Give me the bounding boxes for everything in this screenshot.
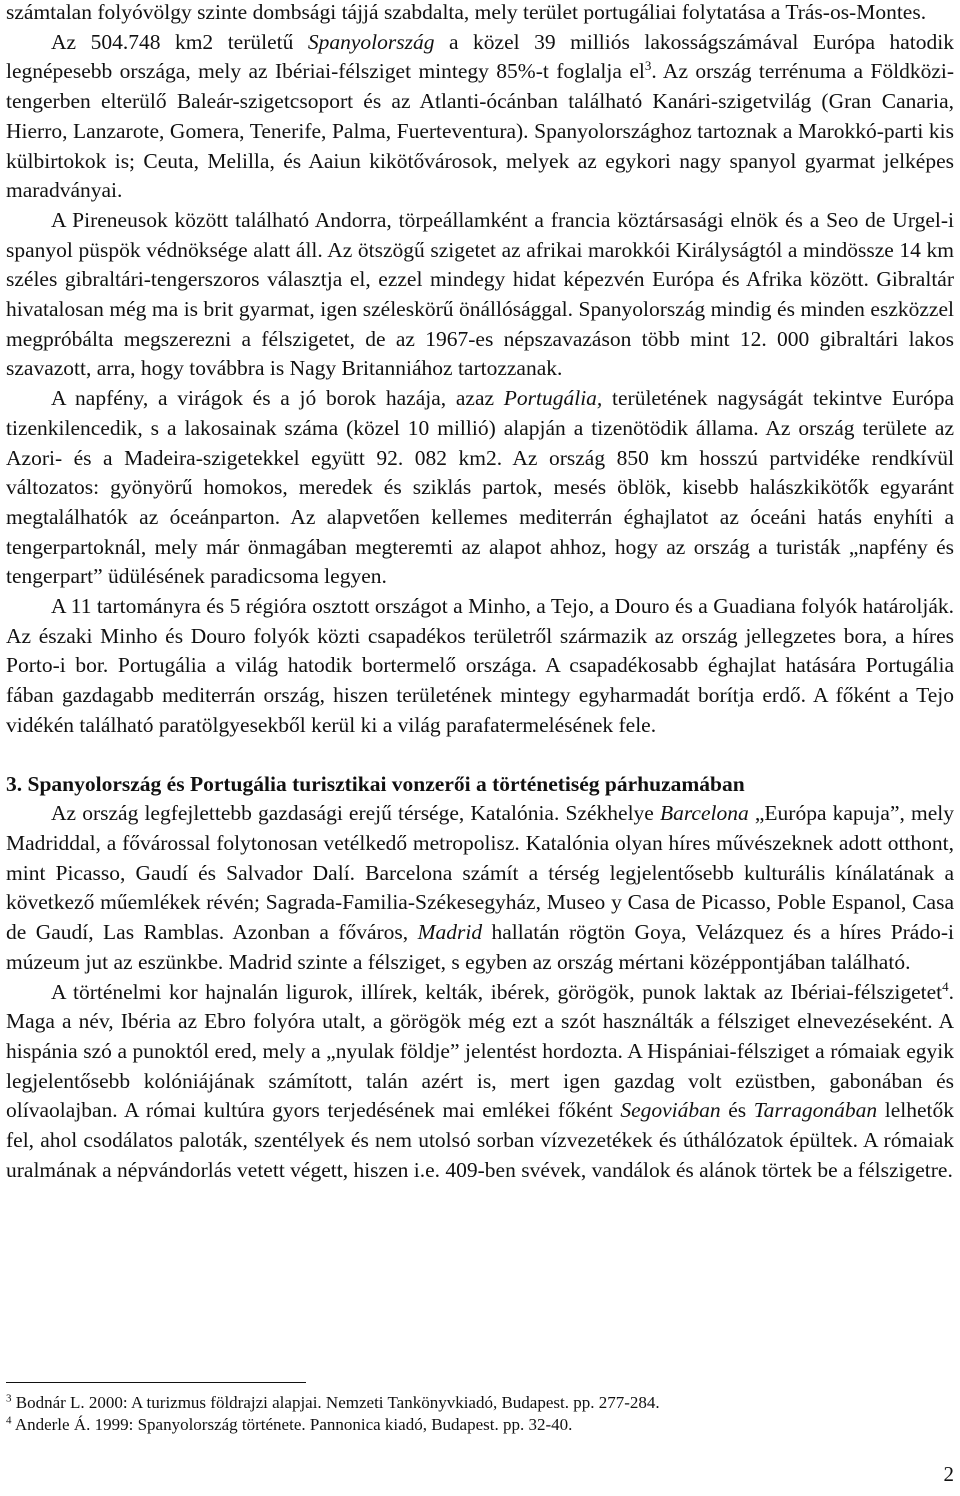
footnote-text: Bodnár L. 2000: A turizmus földrajzi alapjai. Nemzeti Tankönyvkiadó, Budapest. pp. 277-284. (15, 1393, 660, 1412)
text-run: . Az ország terrénuma a Földközi-tengerben elterülő Baleár-szigetcsoport és az Atlanti-ócánban található Kanári-szigetvilág (Gran Canaria, Hierro, Lanzarote, Gomera, Tenerife, Palma, Fuerteventura). Spanyolországhoz tartoznak a Marokkó-parti kis külbirtokok is; Ceuta, Melilla, és Aaiun kikötővárosok, melyek az egykori nagy spanyol gyarmat jelképes maradványai. (6, 59, 955, 203)
footnote (6, 1392, 954, 1414)
text-run: Az 504.748 km2 területű (51, 29, 308, 54)
paragraph-p-portugal (6, 384, 954, 592)
footnote-number: 3 (6, 1392, 12, 1405)
paragraph-p-provinces (6, 592, 954, 741)
paragraph-p-continuation (6, 0, 954, 28)
italic-text: Madrid (417, 920, 483, 945)
footnote-text: Anderle Á. 1999: Spanyolország története. Pannonica kiadó, Budapest. pp. 32-40. (14, 1415, 573, 1434)
text-run: A történelmi kor hajnalán ligurok, illírek, kelták, ibérek, görögök, punok laktak az Ibériai-félszigetet (51, 979, 943, 1004)
text-run: „Európa kapuja”, mely Madriddal, a fővárossal folytonosan vetélkedő metropolisz. Katalónia olyan híres művészeknek adott otthont, mint Picasso, Gaudí és Salvador Dalí. Barcelona számít a térség legjelentősebb kulturális kínálatának a következő műemlékek révén; Sagrada-Familia-Székesegyház, Museo y Casa de Picasso, Poble Espanol, Casa de Gaudí, Las Ramblas. Azonban a főváros, (6, 801, 954, 945)
page-number: 2 (943, 1462, 954, 1486)
footnote-number: 4 (6, 1414, 12, 1427)
text-run: számtalan folyóvölgy szinte dombsági tájjá szabdalta, mely terület portugáliai folytatása a Trás-os-Montes. (6, 0, 927, 24)
text-run: hallatán rögtön Goya, Velázquez és a híres Prádo-i múzeum jut az eszünkbe. Madrid szinte a félsziget, s egyben az ország mértani középpontjában található. (6, 920, 954, 974)
paragraph-p-spain-area (6, 28, 954, 206)
section-heading: 3. Spanyolország és Portugália turisztikai vonzerői a történetiség párhuzamában (6, 771, 745, 796)
text-run: és (720, 1098, 754, 1123)
italic-text: Portugália, (503, 386, 603, 411)
italic-text: Spanyolország (307, 29, 435, 54)
body-text (6, 0, 954, 1185)
text-run: lelhetők fel, ahol csodálatos paloták, szentélyek és nem utolsó sorban vízvezetékek és úthálózatok épültek. A rómaiak uralmának a népvándorlás vetett végett, hiszen i.e. 409-ben svévek, vandálok és alánok törtek be a félszigetre. (6, 1098, 954, 1182)
footnote-divider (6, 1382, 306, 1383)
footnote (6, 1414, 954, 1436)
intro-paragraphs (6, 0, 954, 741)
italic-text: Tarragonában (753, 1098, 878, 1123)
text-run: A napfény, a virágok és a jó borok hazája, azaz (51, 386, 504, 411)
text-run: területének nagyságát tekintve Európa tizenkilencedik, s a lakosainak száma (közel 10 millió) alapján a tizenötödik állama. Az ország területe az Azori- és a Madeira-szigetekkel együtt 92. 082 km2. Az ország 850 km hosszú partvidéke rendkívül változatos: gyönyörű homokos, meredek és sziklás partok, mesés öblök, kisebb halászkikötők egyaránt megtalálhatók az óceánparton. Az alapvetően kellemes mediterrán éghajlatot az óceáni hatás enyhíti a tengerpartoknál, mely már önmagában megteremti az alapot ahhoz, hogy az ország a turisták „napfény és tengerpart” üdülésének paradicsoma legyen. (6, 386, 955, 589)
paragraph-p-andorra-gibraltar (6, 206, 954, 384)
section-paragraphs (6, 799, 954, 1185)
text-run: a közel 39 milliós lakosságszámával Európa hatodik legnépesebb országa, mely az Ibériai-félsziget mintegy 85%-t foglalja el (6, 29, 954, 84)
italic-text: Segoviában (620, 1098, 721, 1123)
footnotes (6, 1392, 954, 1436)
text-run: Az ország legfejlettebb gazdasági erejű térsége, Katalónia. Székhelye (51, 801, 660, 826)
footnote-ref: 3 (644, 58, 652, 74)
footnote-ref: 4 (942, 978, 949, 994)
text-run: . Maga a név, Ibéria az Ebro folyóra utalt, a görögök még ezt a szót használták a félsziget elnevezéseként. A hispánia szó a punoktól ered, mely a „nyulak földje” jelentést hordozta. A Hispániai-félsziget a rómaiak egyik legjelentősebb kolóniájának számított, talán azért is, mert igen gazdag volt ezüstben, gabonában és olívaolajban. A római kultúra gyors terjedésének mai emlékei főként (6, 979, 954, 1123)
text-run: A Pireneusok között található Andorra, törpeállamként a francia köztársasági elnök és a Seo de Urgel-i spanyol püspök védnöksége alatt áll. Az ötszögű szigetet az afrikai marokkói Királyságtól a mindössze 14 km széles gibraltári-tengerszoros választja el, ezzel mindegy hidat képezvén Európa és Afrika között. Gibraltár hivatalosan még ma is brit gyarmat, igen széleskörű önállósággal. Spanyolország mindig és minden eszközzel megpróbálta megszerezni a félszigetet, de az 1967-es népszavazáson több mint 12. 000 gibraltári lakos szavazott, arra, hogy továbbra is Nagy Britanniához tartozzanak. (6, 207, 954, 381)
paragraph-p-catalonia (6, 799, 954, 977)
italic-text: Barcelona (659, 801, 749, 826)
paragraph-p-history (6, 978, 954, 1186)
text-run: A 11 tartományra és 5 régióra osztott országot a Minho, a Tejo, a Douro és a Guadiana folyók határolják. Az északi Minho és Douro folyók közti csapadékos területről származik az ország jellegzetes bora, a híres Porto-i bor. Portugália a világ hatodik bortermelő országa. A csapadékosabb éghajlat hatására Portugália fában gazdagabb mediterrán ország, hiszen területének mintegy egyharmadát borítja erdő. A főként a Tejo vidékén található paratölgyesekből kerül ki a világ parafatermelésének fele. (6, 594, 954, 737)
